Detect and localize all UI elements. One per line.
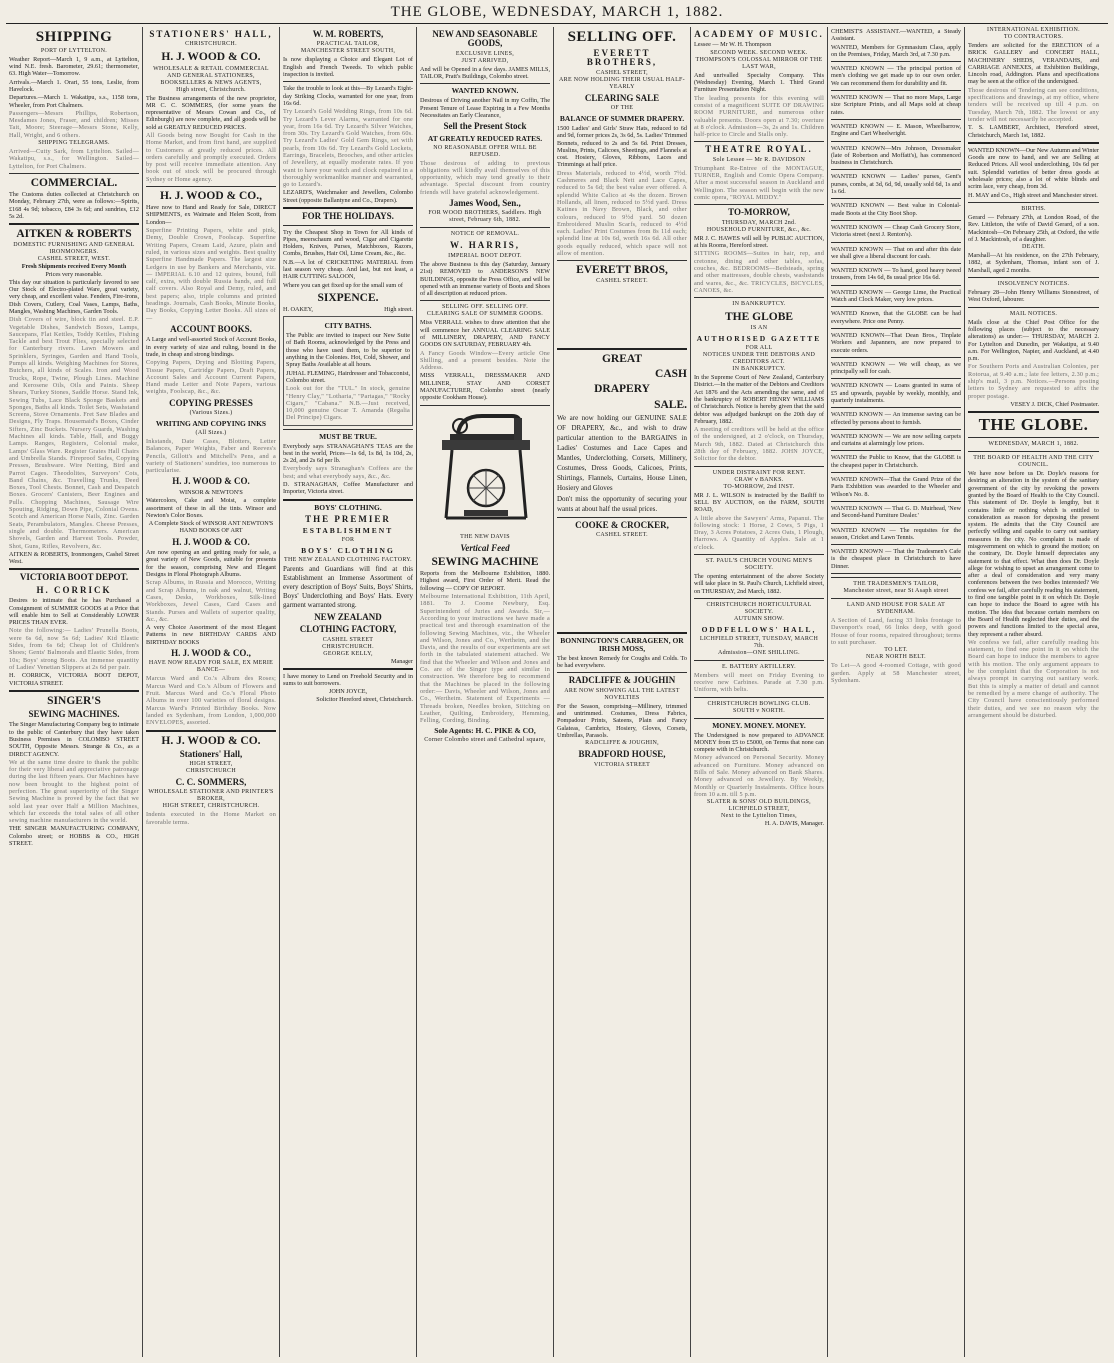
radcliffe-sign: RADCLIFFE & JOUGHIN, <box>585 740 659 747</box>
vertical-heading: Vertical Feed <box>460 542 510 553</box>
kelly-role: Manager <box>391 657 413 665</box>
filler-text: Copying Papers, Drying and Blotting Papers, Tissue Papers, Cartridge Papers, Draft Papers, Account Sales and Account Current Papers, Hand made Letter and Note Papers, various weights, Foolscap, &c., &c. <box>146 359 276 396</box>
filler-text: Marcus Ward and Co.'s Album des Roses; Marcus Ward and Co.'s Album of Flowers and Fruit. Marcus Ward and Co.'s Floral Photo Albums in over 100 varieties of floral designs. Marcus Ward's Printed Birthday Books. Now landed ex Sydenham, from London, 1,000,000 ENVELOPES, assorted. <box>146 675 276 727</box>
column-6 <box>691 27 828 1357</box>
filler-text: For Southern Ports and Australian Colonies, per Rotorua, at 9.40 a.m.; late fee letters, 2.30 p.m.; ship's mail, 3 p.m. Notices.—Persons posting letters to Sydney are requested to affix the proper postage. <box>968 363 1099 400</box>
stpaul-text: The opening entertainment of the above Society will take place in St. Paul's Church, Lichfield street, on THURSDAY, 2nd March, 1882. <box>694 573 824 595</box>
aitken-heading: AITKEN & ROBERTS <box>16 228 132 241</box>
editorial-text: We have now before us Dr. Doyle's reasons for desiring an alteration in the system of the sanitary government of the city by revoking the powers granted by the Board of Health to the City Council. This statement of Dr. Doyle is lengthy, but it contains little or nothing which is entitled to consideration as reason for deposing the present system. He admits that the City Council are perfectly willing and capable to carry out sanitary measures in the city. No complaint is made of misgovernment on which to ground the motion; on the contrary, Dr. Doyle himself depreciates any statement to that effect. What then does Dr. Doyle allege for wishing to upset an arrangement come to after a deal of consideration and very many conferences between the two bodies interested? We confess we fail, after carefully reading his statement, to find one tangible point in it on which Dr. Doyle can hope to induce the Board to agree with his motion. The idea that because certain members on the Board of Health neglected their duties, and the powers and functions limited to the special area, they represent a rather absurd. <box>968 470 1099 638</box>
singers-heading: SINGER'S <box>47 694 101 707</box>
holding-text: ARE NOW HOLDING THEIR USUAL HALF-YEARLY <box>559 76 685 90</box>
sell-heading: Sell the Present Stock <box>443 121 527 132</box>
money-text: The Undersigned is now prepared to ADVANCE MONEY from £5 to £5000, on Terms that none can compete with in Christchurch. <box>694 731 824 754</box>
wanted-known-item: WANTED KNOWN — The principal portion of men's clothing we get made up to our own order. We can recommend them for durability and fit. <box>831 65 961 87</box>
davis-manager: H. A. DAVIS, Manager. <box>764 820 824 828</box>
bowling-sub: SOUTH v NORTH. <box>732 707 785 714</box>
wood2-heading: H. J. WOOD & CO., <box>159 190 262 203</box>
mills-text: And will be Opened in a few days. JAMES MILLS, TAILOR, Pratt's Buildings, Colombo street. <box>420 65 550 81</box>
nz2-heading: NEW ZEALAND <box>314 611 382 622</box>
woods-heading: James Wood, Sen., <box>449 198 521 209</box>
account-text: A Large and well-assorted Stock of Account Books, in every variety of size and ruling, bound in the trade, in cheap and strong bindings. <box>146 336 276 358</box>
fresh-shipments: Fresh Shipments received Every Month <box>21 263 127 271</box>
tradesmen-addr: Manchester street, near St Asaph street <box>843 588 949 595</box>
everett-addr: CASHEL STREET, <box>596 69 648 76</box>
copying-sub: (Various Sizes.) <box>189 410 233 417</box>
academy-heading: ACADEMY OF MUSIC. <box>694 29 824 39</box>
filler-text: All Goods being now Bought for Cash in the Home Market, and from first hand, are supplied to Customers at greatly reduced prices. All orders carefully and promptly executed. Orders by post will receive immediate attention. Any book out of stock will be procured through Sydney or Home agency. <box>146 131 276 183</box>
selling-off-heading: SELLING OFF. <box>567 29 677 45</box>
nz-factory: THE NEW ZEALAND CLOTHING FACTORY. <box>284 556 412 563</box>
sommers-sub: WHOLESALE STATIONER AND PRINTER'S BROKER, <box>148 789 274 803</box>
column-4 <box>417 27 554 1357</box>
chemist-notice: CHEMIST'S ASSISTANT.—WANTED, a Steady Assistant. <box>831 28 961 43</box>
household-sub: HOUSEHOLD FURNITURE, &c., &c. <box>706 226 812 233</box>
wanted-known-item: WANTED KNOWN — George Lime, the Practical Watch and Clock Maker, very low prices. <box>831 288 961 304</box>
tobacco-text: Try the Cheapest Shop in Town for All kinds of Pipes, meerschaum and wood, Cigar and Cigarette Holders, Knives, Purses, Matchboxes, Razors, Combs, Brushes, Hair Oil, Lime Cream, &c., &c. <box>283 228 413 258</box>
aitken-sign: AITKEN & ROBERTS, Ironmongers, Cashel Street West. <box>9 550 139 566</box>
column-1 <box>6 27 143 1357</box>
stationers-city: CHRISTCHURCH. <box>185 41 237 48</box>
filler-text: The leading presents for this evening will consist of a magnificent SUITE OF DRAWING ROOM FURNITURE, and numerous other valuable presents. Doors open at 7.30; overture at 8 o'clock. Admission—3s, 2s and 1s. Children half-price to Circle and Stalls only. <box>694 94 824 139</box>
filler-text: Passengers—Messrs Phillips, Robertson, Mesdames Jones, Fraser, and children; Misses Tait, Moore; Steerage—Messrs Stone, Kelly, Hall, Wright, and 6 others. <box>9 109 139 139</box>
holidays-heading: FOR THE HOLIDAYS. <box>302 211 394 222</box>
writing-sub: (All Sizes.) <box>195 430 227 436</box>
death-text: Marshall—At his residence, on the 27th February, 1882, at Sydenham, Thomas, infant son of J. Marshall, aged 2 months. <box>968 252 1099 274</box>
sewing-machine-heading: SEWING MACHINE <box>431 556 539 569</box>
everett-footer: EVERETT BROS, <box>576 264 668 277</box>
wanted-text: Desirous of Driving another Nail in my Coffin, The Present Tenure of Lease Expiring in a Few Months Necessitates an Early Clearance, <box>420 97 550 119</box>
wanted-known-item: WANTED the Public to Know, that the GLOBE is the cheapest paper in Christchurch. <box>831 454 961 469</box>
bonnington-heading: BONNINGTON'S CARRAGEEN, OR IRISH MOSS, <box>560 636 684 653</box>
oakey-name: H. OAKEY, <box>283 305 313 313</box>
pike-addr: Corner Colombo street and Cathedral square, <box>424 737 546 744</box>
boys-heading: BOYS' CLOTHING. <box>314 502 382 512</box>
column-5 <box>554 27 691 1357</box>
filler-text: Superfine Printing Papers, white and pink, Demy, Double Crown, Foolscap. Superfine Writing Papers, Cream Laid, Azure, plain and ruled, in various sizes and weights. Best quality Superfine Handmade Papers. The largest size Ledgers in use by Bankers and Merchants, viz.— IMPERIAL 6.10 and 12 quires, bound, full calf, extra, with double Russia bands, and full calf covers. Also Royal and Demy, ruled, and best papers; also, triple columns and printed headings. Journals, Cash Books, Minute Books, Day Books, Copying Letter Books. All sizes of— <box>146 227 276 322</box>
radcliffe-heading: RADCLIFFE & JOUGHIN <box>568 675 676 686</box>
in-bankruptcy: IN BANKRUPTCY. <box>732 366 786 373</box>
globe-date: WEDNESDAY, MARCH 1, 1882. <box>988 441 1079 448</box>
wood4-sub: HAVE NOW READY FOR SALE, EX MERIE BANCE— <box>148 660 274 674</box>
wood3-heading: H. J. WOOD & CO. <box>172 536 250 547</box>
land-heading: LAND AND HOUSE FOR SALE AT SYDENHAM. <box>846 602 946 616</box>
dont-miss: Don't miss the opportunity of securing your wants at about half the usual prices. <box>557 494 687 513</box>
filler-text: Look out for the "TUL." In stock, genuine "Henry Clay," "Lotharia," "Partagas," "Rocky Cigars," "Cabana." N.B.—Just received, 10,000 genuine Oscar T. Amanda (Regalia Del Principe) Cigars. <box>286 385 410 422</box>
harris-heading: W. HARRIS, <box>450 240 520 251</box>
wanted-known-item: WANTED KNOWN — To hand, good heavy tweed trousers, from 14s 6d, 8s usual price 16s 6d. <box>831 267 961 282</box>
roberts-sub: PRACTICAL TAILOR, <box>316 41 380 48</box>
mail-heading: MAIL NOTICES. <box>1009 310 1058 317</box>
cricket-text: N.B.—A lot of CRICKETING MATERIAL from last season very cheap. And last, but not least, a HAIR CUTTING SALOON, <box>283 258 413 281</box>
harris-sub: IMPERIAL BOOT DEPOT. <box>448 252 522 259</box>
lambert-sign: T. S. LAMBERT, Architect, Hereford street, Christchurch, March 1st, 1882. <box>968 124 1099 139</box>
for-all: FOR ALL <box>745 345 773 352</box>
wanted-known-item: WANTED Known, that the GLOBE can be had everywhere. Price one Penny. <box>831 310 961 325</box>
wanted-known-item: WANTED KNOWN — Best value in Colonial-made Boots at the City Boot Shop. <box>831 202 961 217</box>
slater-addr: LICHFIELD STREET, <box>728 806 790 813</box>
corrick-sign: H. CORRICK, VICTORIA BOOT DEPOT, VICTORIA STREET. <box>9 672 139 687</box>
authorised-heading: AUTHORISED GAZETTE <box>696 334 822 344</box>
arrivals: Arrivals.—March 1. Orari, 55 tons, Leslie, from Havelock. <box>9 78 139 93</box>
woods-sub: FOR WOOD BROTHERS, Saddlers. High street, February 6th, 1882. <box>428 210 542 224</box>
commercial-text: The Customs duties collected at Christchurch on Monday, February 27th, were as follows:—Spirits, £168 4s 9d; tobacco, £84 3s 6d; and sundries, £12 5s 2d. <box>9 190 139 220</box>
nz-text: Parents and Guardians will find at this Establishment an Immense Assortment of every description of Boys' Suits, Boys' Shirts, Boys' Underclothing and Boys' Hats. Every garment warranted strong. <box>283 564 413 609</box>
bowling-heading: CHRISTCHURCH BOWLING CLUB. <box>707 700 811 707</box>
wood3a-heading: H. J. WOOD & CO. <box>172 476 250 487</box>
wanted-known-item: WANTED, Members for Gymnasium Class, apply on the Premises, Friday, March 3rd, at 7.30 p.m. <box>831 43 961 58</box>
oddfellows-heading: ODDFELLOWS' HALL, <box>701 624 817 634</box>
wood5-street: HIGH STREET, <box>189 761 233 768</box>
wanted-known-item: WANTED KNOWN—That Dean Bros., Tinplate Workers and Japanners, are now prepared to execute orders. <box>831 331 961 354</box>
second-week: SECOND WEEK. SECOND WEEK. <box>710 49 808 56</box>
filler-text: A Fancy Goods Window—Every article One Shilling, and a present besides. Note the Address. <box>420 349 550 372</box>
filler-text: Scrap Albums, in Russia and Morocco, Writing and Scrap Albums, in oak and walnut, Writing Cases, Desks, Workboxes, Silk-lined Workboxes, Jewel Cases, Card Cases and Stands. Purses and Wallets of superior quality, &c., &c. <box>146 579 276 623</box>
bankruptcy-text: In the Supreme Court of New Zealand, Canterbury District.—In the matter of the Debtors and Creditors Act 1876 and the Acts amending the same, and of the bankruptcy of ROBERT HENRY WILLIAMS of Christchurch. Notice is hereby given that the said debtor was adjudged bankrupt on the 20th day of February, 1882. <box>694 374 824 425</box>
stranaghan-sign: D. STRANAGHAN, Coffee Manufacturer and Importer, Victoria street. <box>283 481 413 496</box>
sixpence-heading: SIXPENCE. <box>317 291 379 304</box>
filler-text: A little above the Sawyers' Arms, Papanui. The following stock: 1 Horse, 2 Cows, 5 Pigs, 1 Dray, 3 Acres Potatoes, 2 Acres Oats, 1 Plough, Harrows. A Quantity of Apples. Sale at 1 o'clock. <box>694 514 824 551</box>
shipping-heading: SHIPPING <box>35 29 113 45</box>
slater-heading: SLATER & SONS' OLD BUILDINGS, <box>707 799 811 806</box>
theatre-sub: Sole Lessee — Mr R. DAVIDSON <box>712 156 806 163</box>
wanted-known-item: WANTED KNOWN — The requisites for the season, Cricket and Lawn Tennis. <box>831 526 961 541</box>
sommers-addr: HIGH STREET, CHRISTCHURCH. <box>162 803 260 810</box>
telegrams-heading: SHIPPING TELEGRAMS. <box>38 140 110 147</box>
tomorrow-heading: TO-MORROW, <box>728 207 790 218</box>
verrall-sign: MISS VERRALL, DRESSMAKER AND MILLINER, STAY AND CORSET MANUFACTURER, Colombo street (nearly opposite Cookham House). <box>420 372 550 402</box>
filler-text: Try Lezard's Gold Wedding Rings, from 10s 6d. Try Lezard's Lever Alarms, warranted for one year, from 16s 6d. Try Lezard's Silver Watches, from 30s. Try Lezard's Gold Watches, from 60s. Try Lezard's Ladies' Gold Gem Rings, set with pearls, from 10s 6d. Try Lezard's Gold Lockets, Earrings, Bracelets, Brooches, and other articles of Jewellery, at equally moderate rates. If you want to have your watch and clock repaired in a thoroughly workmanlike manner and warranted, go to Lezard's. <box>283 108 413 189</box>
clearing-sale-heading: CLEARING SALE <box>584 92 660 103</box>
wanted-known-item: WANTED KNOWN — We are now selling carpets and curtains at alarmingly low prices. <box>831 432 961 448</box>
weather-report: Weather Report—March 1, 9 a.m., at Lyttelton, wind N.E. fresh. Barometer, 29.61; thermometer, 63. High Water—Tomorrow. <box>9 55 139 78</box>
filler-text: Inkstands, Date Cases, Blotters, Letter Balances, Paper Weights, Faber and Reeves's Pencils, Gillott's and Mitchell's Pens, and a variety of Stationers' sundries, too numerous to particularise. <box>146 438 276 475</box>
filler-text: Arrived—Cutty Sark, from Lyttelton. Sailed—Wakatipu, s.s., for Wellington. Sailed—Lyttelton, for Port Chalmers. <box>9 148 139 170</box>
wanted-known-item: WANTED KNOWN — That G. D. Muirhead, 'New and Second-hand Furniture Dealer.' <box>831 504 961 520</box>
filler-text: SITTING ROOMS—Suites in hair, rep, and cretonne, dining and other tables, sofas, couches, &c. BEDROOMS—Bedsteads, spring and other mattresses, double chests, washstands and wares, &c., &c. TRICYCLES, BICYCLES, CANOES, &c. <box>694 250 824 294</box>
corrick-text: Desires to intimate that he has Purchased a Consignment of SUMMER GOODS at a Price that will enable him to Sell at Considerably LOWER PRICES THAN EVER. <box>9 597 139 627</box>
christ-label: CHRISTCHURCH. <box>322 643 374 650</box>
column-3 <box>280 27 417 1357</box>
lezard-text: Take the trouble to look at this—By Lezard's Eight-day Striking Clocks, warranted for one year, from 16s 6d. <box>283 85 413 107</box>
wanted-known-item: WANTED KNOWN—That the Grand Prize of the Paris Exhibition was awarded to the Wheeler and Wilson's No. 8. <box>831 476 961 498</box>
filler-text: A meeting of creditors will be held at the office of the undersigned, at 2 o'clock, on Thursday, March 9th, 1882. Dated at Christchurch this 28th day of February, 1882. JOHN JOYCE, Solicitor for the debtor. <box>694 426 824 463</box>
baths-box <box>283 316 413 425</box>
davis-heading: THE NEW DAVIS <box>460 533 510 540</box>
cash-text: We are now holding our GENUINE SALE OF DRAPERY, &c., and wish to draw particular attention to the BARGAINS in Ladies' Costumes and Lace Capes and Mantles, Underclothing, Corsets, Millinery, Costumes, Dress Goods, Calicoes, Prints, Shirtings, Flannels, Curtains, House Linen, Hosiery and Gloves <box>557 413 687 492</box>
wanted-heading: WANTED KNOWN. <box>451 86 519 96</box>
thompson-text: And unrivalled Specialty Company. This (Wednesday) Evening, March 1. Third Grand Furniture Presentation Night. <box>694 71 824 94</box>
singers-text: The Singer Manufacturing Company beg to intimate to the public of Canterbury that they have taken Business Premises in COLOMBO STREET SOUTH, Opposite Messrs. Strange & Co., as a DIRECT AGENCY. <box>9 721 139 758</box>
boys2-heading: BOYS' CLOTHING <box>301 545 395 555</box>
joyce-name: JOHN JOYCE, <box>328 688 368 696</box>
aitken-addr: CASHEL STREET, WEST. <box>37 256 111 263</box>
aitken-sub: DOMESTIC FURNISHING AND GENERAL IRONMONGERS. <box>13 242 135 256</box>
balance-heading: BALANCE OF SUMMER DRAPERY. <box>559 114 685 124</box>
wood5-heading: H. J. WOOD & CO. <box>161 734 261 747</box>
filler-text: Members will meet on Friday Evening to receive new Carbines. Parade at 7.30 p.m. Uniform, with belts. <box>694 671 824 694</box>
cash-heading: CASH <box>655 368 687 381</box>
admission: Admission—ONE SHILLING. <box>718 649 800 656</box>
filler-text: Dish Covers of wire, block tin and steel. E.P. Vegetable Dishes, Sandwich Boxes, Lamps, Saucepans, Flat Kettles, Toddy Kettles, Fishing Tackle and best Trout Flies, specially selected for Canterbury rivers. Lawn Mowers and Sprinklers, Syringes, Garden and Hand Tools, Pumps all kinds. Weighing Machines for Stores, Butchers, all kinds of Scales. Iron and Wood Trucks, Rope, Twine, Plough Lines. Machine and Kerosene Oils, Oils and Paints. Sheep Shears, Turkey Stones, Saddle Horse. Stand Ink, Sewing Tubs, Lace Black Sponge Baskets and Sponges, Baths all kinds. Toilet Sets, Washstand Screens, Stove Ornaments. Fret Saw Blades and Designs, Fly Traps. Housemaid's Boxes, Cinder Sifters, Zinc Buckets. Nursery Guards, Washing Machines all kinds. Table, Hall, and Buggy Lamps. Ranges, Registers, Colonial make, Lamps' Glass Ware. Register Grates Hall Chairs and Umbrella Stands. Fireproof Safes, Copying Presses, Brushware. Wire Netting, Bird and Parrot Cages. Theodolites, Surveyors' Cots, Band Chains, &c. Travelling Trunks, Deed Boxes, Tool Chests. Bonnet, Cash and Despatch Boxes. Grocers' Canisters, Beer Engines and Pulls. Chopping Machines, Sausage Wire Spouting, Ridging, Down Pipe, Colonial Ovens. Scotch and American Horse Nails, Zinc. Garden Seats, Perambulators, Mangles. Cheese Presses, single and double. Thermometers. American Shovels, Garden and Harvest Tools. Powder, Shot, Guns, Rifles, Revolvers, &c. <box>9 316 139 550</box>
commercial-heading: COMMERCIAL. <box>30 176 118 189</box>
wanted-known-item: WANTED KNOWN — Loans granted in sums of £5 and upwards, payable by weekly, monthly, and quarterly instalments. <box>831 382 961 404</box>
opened-sub: JUST ARRIVED, <box>461 57 509 64</box>
filler-text: Everybody says Stranaghan's Coffees are the best; and what everybody says, &c., &c. <box>283 465 413 480</box>
sommers-heading: C. C. SOMMERS, <box>175 777 247 788</box>
singers-sign: THE SINGER MANUFACTURING COMPANY, Colombo street; or HOBBS & CO., HIGH STREET. <box>9 825 139 848</box>
filler-text: A Section of Land, facing 33 links frontage to Davenport's road, 66 links deep, with good House of four rooms, repaired throughout; terms to suit purchaser. <box>831 617 961 646</box>
port-heading: PORT OF LYTTELTON. <box>40 47 108 54</box>
distress-heading: UNDER DISTRAINT FOR RENT. <box>712 469 806 476</box>
bonnington-text: The best known Remedy for Coughs and Colds. To be had everywhere. <box>557 654 687 670</box>
wood-street: High street, Christchurch. <box>176 86 246 93</box>
roberts-addr: MANCHESTER STREET SOUTH, <box>300 48 396 55</box>
rifles-heading: E. BATTERY ARTILLERY. <box>722 663 796 670</box>
wanted-known-item: WANTED KNOWN — That on and after this date we shall give a liberal discount for cash. <box>831 245 961 260</box>
exhibition-text: Tenders are solicited for the ERECTION of a BRICK GALLERY and CONCERT HALL, MACHINERY SHEDS, VERANDAHS, and CARRIAGE ANNEXES, at Exhibition Buildings, Lincoln road, Addington. Plans and specifications may be seen at the office of the undersigned. <box>968 42 1099 86</box>
removal-heading: NOTICE OF REMOVAL. <box>450 231 520 238</box>
corrick-heading: H. CORRICK <box>36 584 112 595</box>
winsor-text: Watercolors, Cake and Moist, a complete assortment of these in all the tints. Winsor and Newton's Color Boxes. <box>146 497 276 519</box>
stpaul-heading: ST. PAUL'S CHURCH YOUNG MEN'S SOCIETY. <box>705 558 813 572</box>
column-8 <box>965 27 1102 1357</box>
births-heading: BIRTHS. <box>1021 205 1046 212</box>
departures: Departures.—March 1. Wakatipu, s.s., 1158 tons, Wheeler, from Port Chalmers. <box>9 94 139 109</box>
verrall-text: Miss VERRALL wishes to draw attention that she will commence her ANNUAL CLEARING SALE of MILLINERY, DRAPERY, AND FANCY GOODS ON SATURDAY, FEBRUARY 4th. <box>420 319 550 349</box>
great-heading: GREAT <box>601 353 643 366</box>
clearing-heading: CLEARING SALE OF SUMMER GOODS. <box>426 311 544 318</box>
wood3-text: Are now opening an and getting ready for sale, a great variety of New Goods, suitable for presents for the season, comprising New and Elegant Designs in Floral Photograph Albums. <box>146 549 276 579</box>
baths-heading: CITY BATHS. <box>324 321 372 331</box>
globe-title: THE GLOBE. <box>978 415 1089 435</box>
kelly-label: GEORGE KELLY, <box>323 650 373 657</box>
notices-heading: NOTICES UNDER THE DEBTORS AND CREDITORS ACT. <box>702 352 816 366</box>
wanted-known-item: WANTED KNOWN — We will cheap, as we principally sell for cash. <box>831 360 961 376</box>
tradesmen-heading: THE TRADESMEN'S TAILOR, <box>853 581 939 588</box>
wanted-known-sign: H. MAY and Co., High street and Manchester street. <box>968 191 1098 199</box>
oakey-row <box>283 306 413 313</box>
winsor-books: A Complete Stock of WINSOR ANT NEWTON'S HAND BOOKS OF ART <box>148 520 274 535</box>
roberts-heading: W. M. ROBERTS, <box>312 29 384 39</box>
theatre-heading: THEATRE ROYAL. <box>705 144 813 155</box>
new-goods-heading: NEW AND SEASONABLE GOODS, <box>432 29 538 49</box>
no-offer: NO REASONABLE OFFER WILL BE REFUSED. <box>433 144 537 158</box>
wanted-known-item: WANTED KNOWN — E. Mason, Wheelbarrow, Engine and Cart Wheelwright. <box>831 122 961 138</box>
filler-text: Melbourne International Exhibition, 11th April, 1881. To J. Coome Newbury, Esq. Superintendent of Juries and Awards. Sir,—According to your instructions we have made a practical test and thorough examination of the following Sewing Machines, viz., the Wheeler and Wilson, Jones and Co., Wertheim, and the Davis, and the results of our experiments are set forth in the tabulated statement attached. We find that the Wheeler and Wilson and Jones and Co. are of the Singer type and similar in construction. We therefore beg to recommend that the Machines be placed in the following order:— Davis, Wheeler and Wilson, Jones and Co., Wertheim. Statement of Experiments — Threads broken, Needles broken, Stitching on Leather, Quilting, Embroidery, Hemming, Felling, Cording, Binding. <box>420 593 550 725</box>
birthday-text: A very Choice Assortment of the most Elegant Patterns in new BIRTHDAY CARDS AND BIRTHDAY BOOKS <box>146 624 276 646</box>
autumn-heading: AUTUMN SHOW. <box>733 615 785 622</box>
winsor-heading: WINSOR & NEWTON'S <box>179 488 243 496</box>
cashel-label: CASHEL STREET <box>322 636 374 643</box>
wanted-known-list <box>831 44 961 574</box>
wanted-known-item: WANTED KNOWN — An immense saving can be effected by persons about to furnish. <box>831 411 961 426</box>
column-7 <box>828 27 965 1357</box>
death-heading: DEATH. <box>1022 244 1045 251</box>
joyce-addr: Solicitor Hereford street, Christchurch. <box>316 695 413 703</box>
exclusive-sub: EXCLUSIVE LINES, <box>455 50 515 57</box>
baths-text: The Public are invited to inspect our New Suite of Bath Rooms, acknowledged by the Press and those who have used them, to be superior to anything in the Colonies. Hot, Cold, Shower, and Spray Baths Available at all hours. <box>286 332 410 369</box>
exhibition-heading: INTERNATIONAL EXHIBITION. <box>987 27 1080 33</box>
filler-text: To Let—A good 4-roomed Cottage, with good garden. Apply at 58 Manchester street, Sydenham. <box>831 662 961 684</box>
bradford-heading: BRADFORD HOUSE, <box>578 749 666 760</box>
wilson-text: MR J. L. WILSON is instructed by the Bailiff to SELL BY AUCTION, on the FARM, SOUTH ROAD, <box>694 491 824 514</box>
writing-heading: WRITING AND COPYING INKS <box>155 419 267 429</box>
account-heading: ACCOUNT BOOKS. <box>170 323 252 334</box>
davis-text: Reports from the Melbourne Exhibition, 1880. Highest award, First Order of Merit. Read the following — COPY OF REPORT. <box>420 570 550 592</box>
wood5-city: CHRISTCHURCH <box>186 768 236 775</box>
mail-sign: VESEY J. DICK, Chief Postmaster. <box>1010 400 1099 408</box>
wanted-known-item: WANTED KNOWN — That no more Maps, Large size Scripture Prints, and all Maps sold at cheap rates. <box>831 94 961 116</box>
radcliffe-sub: ARE NOW SHOWING ALL THE LATEST NOVELTIES <box>564 687 680 701</box>
wood2-text: Have now to Hand and Ready for Sale, DIRECT SHIPMENTS, ex Waimate and Helen Scott, from London— <box>146 204 276 226</box>
radcliffe-list: For the Season, comprising—Millinery, trimmed and untrimmed. Costumes, Dress Fabrics, Pompadour Prints, Sateens, Plain and Fancy Galateas, Cambrics, Hosiery, Gloves, Corsets, Umbrellas, Parasols. <box>557 702 687 739</box>
roberts-text: Is now displaying a Choice and Elegant Lot of English and French Tweeds. To which public inspection is invited. <box>283 56 413 79</box>
globe-heading: THE GLOBE <box>724 311 794 324</box>
filler-text: Indents executed in the Home Market on favorable terms. <box>146 811 276 826</box>
victoria-heading: VICTORIA BOOT DEPOT. <box>19 572 129 583</box>
wanted-known-item: WANTED KNOWN — Cheap Cash Grocery Store, Victoria street (next J. Renton's). <box>831 223 961 239</box>
lessee-line: Lessee — Mr W. H. Thompson <box>694 41 772 49</box>
fleming-text: JUHAL FLEMING, Hairdresser and Tobacconist, Colombo street. <box>286 369 410 384</box>
for-label: FOR <box>341 536 355 543</box>
sale-heading: SALE. <box>654 398 687 411</box>
copying-heading: COPYING PRESSES <box>169 397 253 408</box>
filler-text: We confess we fail, after carefully reading his statement, to find one point in it on which the Board can hope to induce the members to agree with his motion. The only argument appears to be the complaint that the Corporation is not always prompt in carrying out sanitary work. But this is simply a matter of detail and cannot be remedied by a mere change of authority. The City Council have conscientiously performed their duties, and we see no reason why the arrangement should be disturbed. <box>968 638 1099 719</box>
aitken-text: This day our situation is particularly favored to see Our Stock of Electro-plated Ware, great variety, very cheap, and excellent value. Fenders, Fire-irons, Dish Covers, Cutlery, Coal Vases, Lamps, Baths, Mangles, Washing Machines, Garden Tools. <box>9 278 139 315</box>
horticultural-heading: CHRISTCHURCH HORTICULTURAL SOCIETY. <box>706 601 812 615</box>
wanted-known-item: WANTED KNOWN—Mrs Johnson, Dressmaker (late of Robertson and Moffatt's), has commenced business in Christchurch. <box>831 144 961 167</box>
sewing-machine-illustration <box>430 410 540 530</box>
reduced-heading: AT GREATLY REDUCED RATES. <box>427 133 543 143</box>
filler-text: Triumphant Re-Entree of the MONTAGUE, TURNER, English and Comic Opera Company. After a most successful season in Auckland and Wellington. The season will begin with the new comic opera, "ROYAL MIDDY." <box>694 164 824 202</box>
wood4-heading: H. J. WOOD & CO., <box>171 648 251 658</box>
mail-text: Mails close at the Chief Post Office for the following places (subject to the necessary alterations) as under:— THURSDAY, MARCH 2. For Lyttelton and Dunedin, per Wakatipu, at 9.40 a.m. For Wellington, Napier, and Auckland, at 4.40 p.m. <box>968 318 1099 363</box>
harris-text: The above Business is this day (Saturday, January 21st) REMOVED to ANDERSON'S NEW BUILDINGS, opposite the Press Office, and will be opened with an immense variety of Boots and Shoes of all description at reduced prices. <box>420 260 550 298</box>
money-text: I have money to Lend on Freehold Security and in sums to suit borrowers. <box>283 672 413 688</box>
establishment-heading: ESTABLISHMENT <box>302 525 394 535</box>
cooke-heading: COOKE & CROCKER, <box>575 519 669 530</box>
slater-foot: Next to the Lyttelton Times, <box>721 813 797 820</box>
stranaghan-text: Everybody says STRANAGHAN'S TEAS are the best in the world, Prices—1s 6d, 1s 8d, 1s 10d, 2s, 2s 2d, and 2s 6d per lb. <box>283 442 413 465</box>
cooke-addr: CASHEL STREET. <box>596 532 648 539</box>
trust-heading: MUST BE TRUE. <box>319 431 377 441</box>
money-heading: MONEY. MONEY. MONEY. <box>712 720 806 730</box>
is-an: IS AN <box>750 325 768 332</box>
to-let-heading: TO LET. <box>884 647 908 654</box>
filler-text: We at the same time desire to thank the public for their very liberal and appreciative patronage during the last fifteen years. Our Machines have now been brought to the highest point of perfection. The great superiority of the Singer Sewing Machine is proved by the fact that we sold last year over Half a Million Machines, which far exceeds the total sales of all other sewing machine manufacturers in the world. <box>9 758 139 825</box>
column-2 <box>143 27 280 1357</box>
prices-line: Prices very reasonable. <box>45 270 103 278</box>
lezard-sign: LEZARD'S, Watchmaker and Jewellers, Colombo Street (opposite Ballantyne and Co., Drapers). <box>283 189 413 204</box>
contractors-heading: TO CONTRACTORS. <box>1003 34 1064 40</box>
thursday-sub: THURSDAY, MARCH 2nd. <box>721 219 797 226</box>
filler-text: Dress Materials, reduced to 4½d, worth 7½d. Cashmeres and Black Nett and Lace Capes, reduced to 5s 6d; the best value ever offered. A splendid White Calico at 4s the dozen. Brown Hollands, all linen, reduced to 5½d yard. Dress Katines in Navy Brown, Black, and other colours, reduced to 9½d yard. 50 dozen Embroidered Muslin Scarfs, reduced to 4½d each. Ladies' Print Costumes from 8s 11d each; splendid line at 10s 6d, worth 16s 6d. All other goods equally reduced, which space will not allow of mention. <box>557 169 687 257</box>
of-the: OF THE <box>610 105 634 112</box>
wanted-known-text: WANTED KNOWN—Our New Autumn and Winter Goods are now to hand, and we are Selling at Reduced Prices. All wool underclothing, 10s 6d per suit. Splendid varieties of better dress goods at wholesale prices; also a lot of white blinds and scrim lace, very cheap, from 3d. <box>968 146 1099 191</box>
wood-sub2: BOOKSELLERS & NEWS AGENTS, <box>160 79 262 86</box>
pike-heading: Sole Agents: H. C. PIKE & CO, <box>434 726 536 736</box>
victoria-street: VICTORIA STREET <box>593 761 651 768</box>
thompson-heading: THOMPSON'S COLOSSAL MIRROR OF THE LAST WAR, <box>695 56 823 70</box>
drapery-heading: DRAPERY <box>594 383 650 396</box>
selling-heading: SELLING OFF. SELLING OFF. <box>441 304 529 311</box>
filler-text: Money advanced on Personal Security. Money advanced on Furniture. Money advanced on Bills of Sale. Money advanced on Bank Shares. Money advanced on Jewellery. By Weekly, Monthly or Quarterly Instalments. Office hours from 10 a.m. till 5 p.m. <box>694 754 824 798</box>
insolvency-heading: INSOLVENCY NOTICES. <box>997 281 1070 288</box>
wanted-known-item: WANTED KNOWN — Ladies' purses, Gent's purses, combs, at 3d, 6d, 9d, usually sold 6d, 1s and 1s 6d. <box>831 173 961 196</box>
filler-text: Those desirous of Tendering can see conditions, specifications and drawings, at my office, where tenders will be received up till 4 p.m. on Tuesday, March 7th, 1882. The lowest or any tender will not necessarily be accepted. <box>968 86 1099 123</box>
columns <box>6 27 1108 1357</box>
wanted-known-item: WANTED KNOWN — That the Tradesmen's Cafe is the cheapest place in Christchurch to have Dinner. <box>831 548 961 570</box>
wood-heading: H. J. WOOD & CO. <box>161 51 261 64</box>
distress-sub: CRAW v BANKS. <box>734 476 784 483</box>
everett-footer2: CASHEL STREET. <box>596 278 648 285</box>
wood-sub: WHOLESALE & RETAIL COMMERCIAL AND GENERAL STATIONERS, <box>153 65 269 79</box>
nz3-heading: CLOTHING FACTORY, <box>299 624 397 635</box>
lichfield-sub: LICHFIELD STREET, TUESDAY, MARCH 7th. <box>699 635 819 649</box>
masthead: THE GLOBE, WEDNESDAY, MARCH 1, 1882. <box>6 4 1108 24</box>
premier-heading: THE PREMIER <box>305 513 391 524</box>
everett-list: 1500 Ladies' and Girls' Straw Hats, reduced to 6d and 9d, former prices 2s, 3s 6d, 5s. Ladies' Trimmed Bonnets, reduced to 2s and 5s 6d. Print Dresses, Muslins, Prints, Calicoes, Sheetings, and Flannels at cost. Hosiery, Gloves, Ribbons, Laces and Trimmings at half price. <box>557 124 687 169</box>
wood-text: The Business arrangements of the new proprietor, MR C. C. SOMMERS, (for some years the representative of Messrs Cowan and Co., of Edinburgh) are now complete, and all goods will be sold at GREATLY REDUCED PRICES. <box>146 94 276 131</box>
sewing-heading: SEWING MACHINES. <box>28 708 120 719</box>
everett-heading: EVERETT BROTHERS, <box>586 47 658 68</box>
oakey-addr: High street. <box>384 305 413 313</box>
filler-text: Note the following:— Ladies' Prunella Boots, were 6s 6d, now 5s 6d; Ladies' Kid Elastic Sides, from 6s 6d; Cheap lot of Children's Shoes; Gents' Balmorals and Elastic Sides, from 10s; Boys' strong Boots. An immense quantity of Ladies' Venetian Slippers at 2s 6d per pair. <box>9 627 139 671</box>
bankruptcy-heading: IN BANKRUPTCY. <box>732 301 786 308</box>
filler-text: Those desirous of adding to previous obligations will kindly avail themselves of this opportunity, which may tend greatly to their advantage. Special discount from country friends will have grateful acknowledgement. <box>420 159 550 196</box>
editorial-title: THE BOARD OF HEALTH AND THE CITY COUNCIL. <box>973 455 1094 469</box>
wood5-sub: Stationers' Hall, <box>179 748 243 759</box>
births-text: Gerard — February 27th, at London Road, of the Rev. Littleton, the wife of David Gerard, of a son. Mackintosh—On February 25th, at Oxford, the wife of J. Mackintosh, of a daughter. <box>968 213 1099 243</box>
insolvency-text: February 28—John Henry Williams Stonestreet, of West Oxford, labourer. <box>968 289 1099 304</box>
stationers-heading: STATIONERS' HALL, <box>149 29 273 39</box>
near-north-belt: NEAR NORTH BELT. <box>866 654 926 661</box>
shave-text: Where you can get fixed up for the small sum of <box>283 281 403 289</box>
lawes-text: MR J. C. HAWES will sell by PUBLIC AUCTION, at his Rooms, Hereford street. <box>694 234 824 250</box>
tomorrow2: TO-MORROW, 2nd INST. <box>723 483 795 490</box>
